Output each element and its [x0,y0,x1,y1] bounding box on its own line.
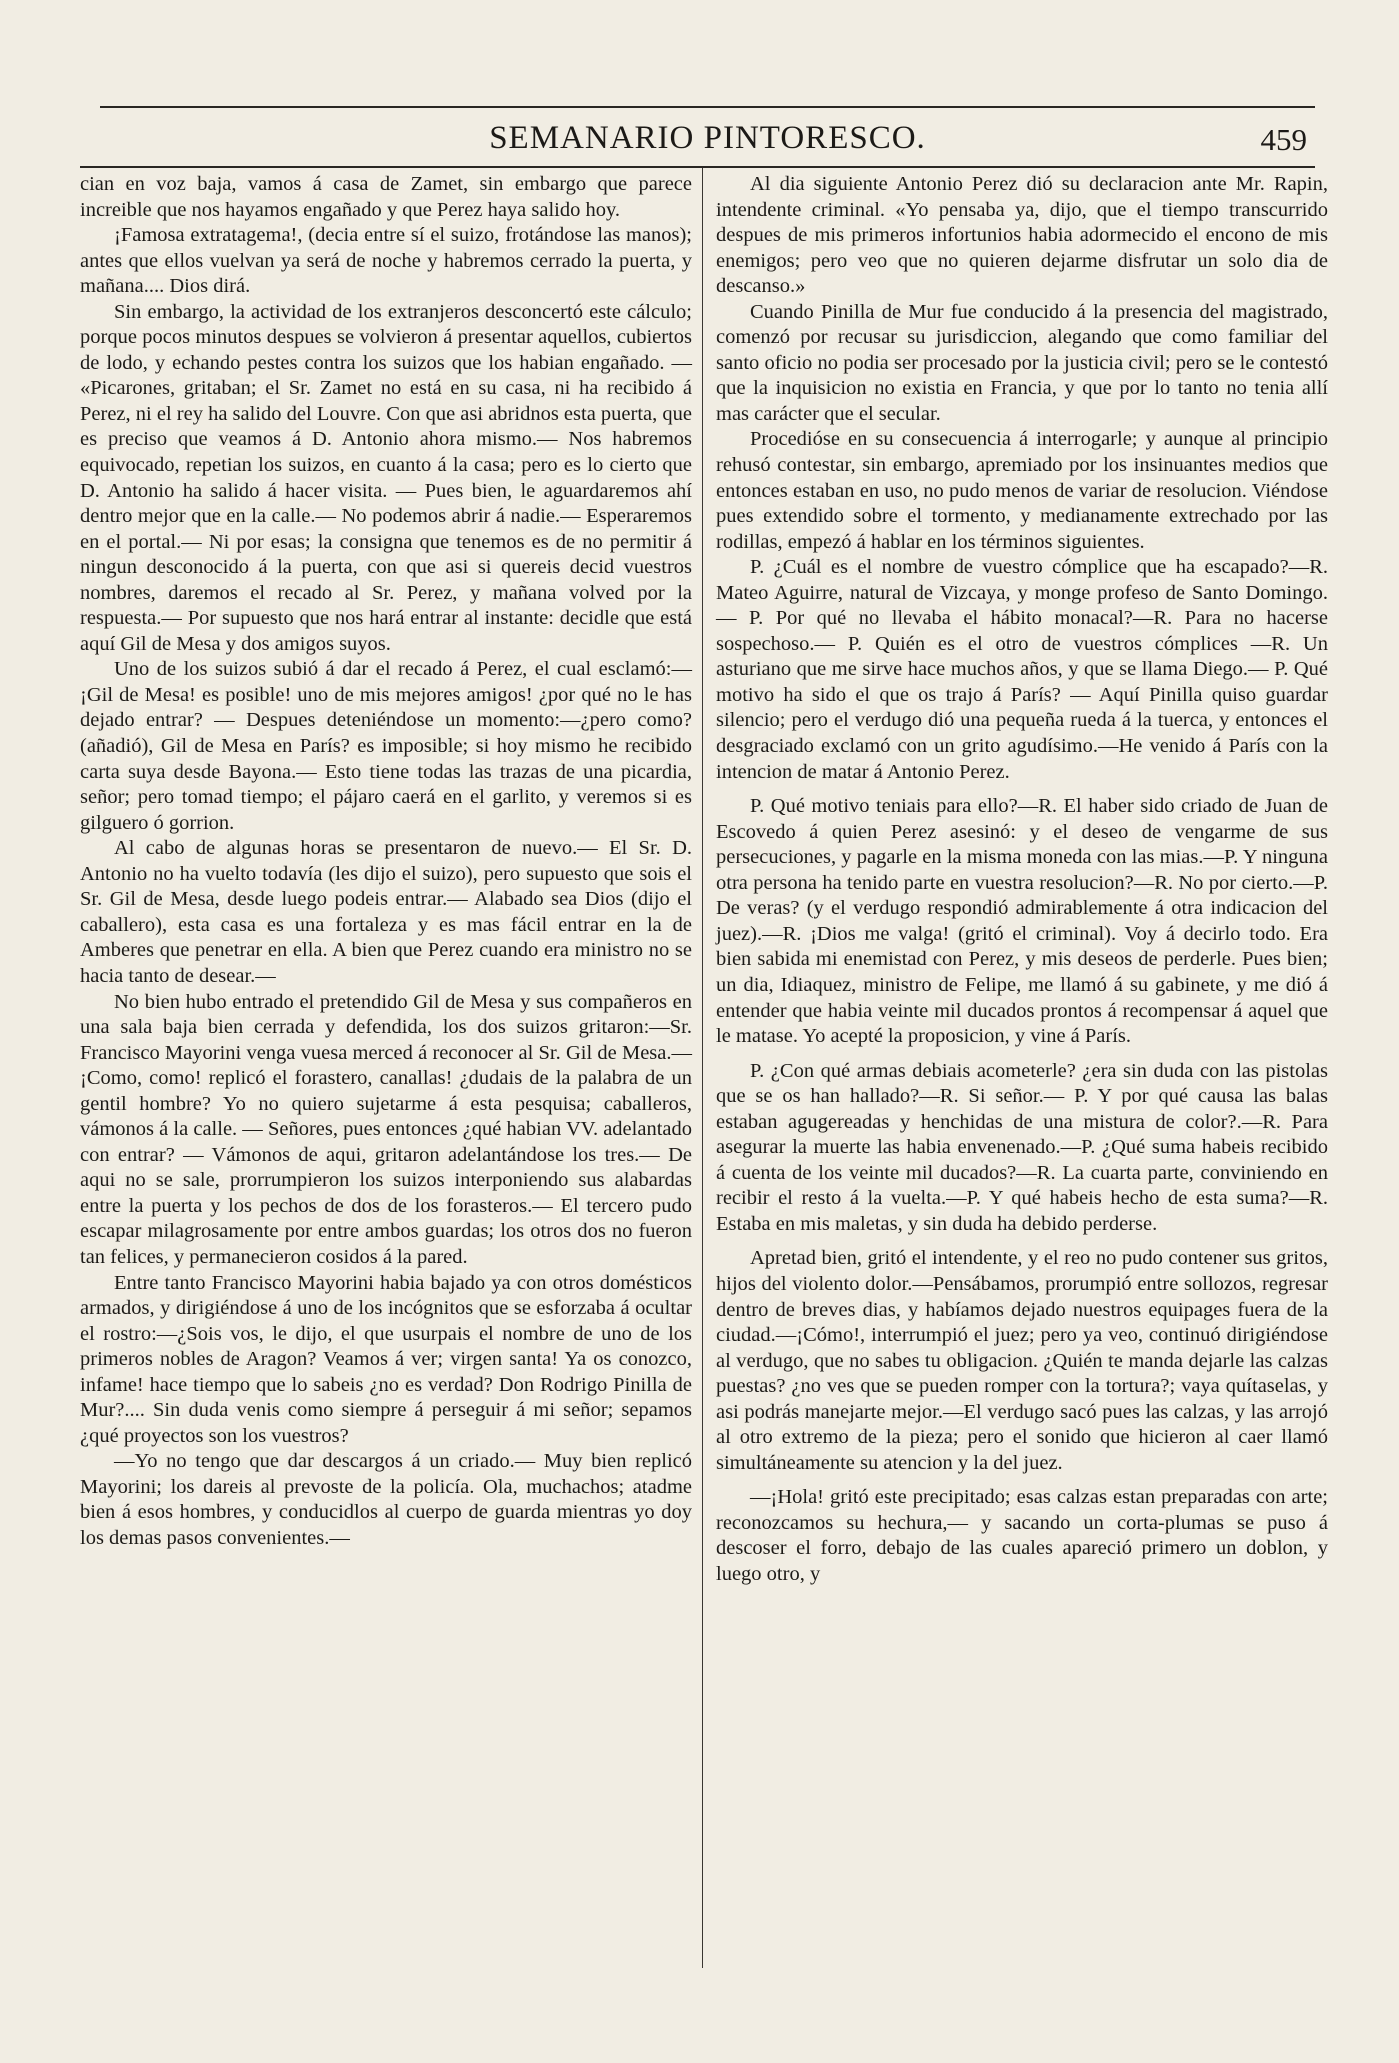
publication-title: SEMANARIO PINTORESCO. [489,120,926,156]
page-header [100,120,1315,164]
column-divider [702,168,703,1968]
paragraph: P. ¿Con qué armas debiais acometerle? ¿era sin duda con las pistolas que se os han hallado?—R. Si señor.— P. Y por qué causa las balas estaban agugereadas y henchidas de una mistura de color?.—R. Para asegurar la muerte las habia envenenado.—P. ¿Qué suma habeis recibido á cuenta de los veinte mil ducados?—R. La cuarta parte, conviniendo en recibir el resto á la vuelta.—P. Y qué habeis hecho de esta suma?—R. Estaba en mis maletas, y sin duda ha debido perderse. [716,1059,1328,1235]
paragraph: Al dia siguiente Antonio Perez dió su declaracion ante Mr. Rapin, intendente criminal. «Yo pensaba ya, dijo, que el tiempo transcurrido despues de mis primeros infortunios habia adormecido el encono de mis enemigos; pero veo que no quieren dejarme disfrutar un solo dia de descanso.» [716,173,1328,298]
paragraph: P. Qué motivo teniais para ello?—R. El haber sido criado de Juan de Escovedo á quien Perez asesinó: y el deseo de vengarme de sus persecuciones, y pagarle en la misma moneda con las mias.—P. Y ninguna otra persona ha tenido parte en vuestra resolucion?—R. No por cierto.—P. De veras? (y el verdugo respondió admirablemente á otra indicacion del juez).—R. ¡Dios me valga! (gritó el criminal). Voy á decirlo todo. Era bien sabida mi enemistad con Perez, y mis deseos de perderle. Pues bien; un dia, Idiaquez, ministro de Felipe, me llamó á su gabinete, y me dió á entender que habia veinte mil ducados prontos á recompensar á aquel que le matase. Yo acepté la proposicion, y vine á París. [716,795,1328,1048]
paragraph: Entre tanto Francisco Mayorini habia bajado ya con otros domésticos armados, y dirigiéndose á uno de los incógnitos que se esforzaba á ocultar el rostro:—¿Sois vos, le dijo, el que usurpais el nombre de uno de los primeros nobles de Aragon? Veamos á ver; virgen santa! Ya os conozco, infame! hace tiempo que lo sabeis ¿no es verdad? Don Rodrigo Pinilla de Mur?.... Sin duda venis como siempre á perseguir á mi señor; sepamos ¿qué proyectos son los vuestros? [80,1271,692,1447]
paragraph: Apretad bien, gritó el intendente, y el reo no pudo contener sus gritos, hijos del violento dolor.—Pensábamos, prorumpió entre sollozos, regresar dentro de breves dias, y habíamos dejado nuestros equipages fuera de la ciudad.—¡Cómo!, interrumpió el juez; pero ya veo, continuó dirigiéndose al verdugo, que no sabes tu obligacion. ¿Quién te manda dejarle las calzas puestas? ¿no ves que se pueden romper con la tortura?; vaya quítaselas, y asi podrás manejarte mejor.—El verdugo sacó pues las calzas, y las arrojó al otro extremo de la pieza; pero el sonido que hicieron al caer llamó simultáneamente su atencion y la del juez. [716,1247,1328,1474]
left-column [80,172,692,1552]
paragraph: Cuando Pinilla de Mur fue conducido á la presencia del magistrado, comenzó por recusar su jurisdiccion, alegando que como familiar del santo oficio no podia ser procesado por la justicia civil; pero se le contestó que la inquisicion no existia en Francia, y que por lo tanto no tenia allí mas carácter que el secular. [716,300,1328,425]
paragraph: P. ¿Cuál es el nombre de vuestro cómplice que ha escapado?—R. Mateo Aguirre, natural de Vizcaya, y monge profeso de Santo Domingo.— P. Por qué no llevaba el hábito monacal?—R. Para no hacerse sospechoso.— P. Quién es el otro de vuestros cómplices —R. Un asturiano que me sirve hace muchos años, y que se llama Diego.— P. Qué motivo ha sido el que os trajo á París? — Aquí Pinilla quiso guardar silencio; pero el verdugo dió una pequeña rueda á la tuerca, y entonces el desgraciado exclamó con un grito agudísimo.—He venido á París con la intencion de matar á Antonio Perez. [716,556,1328,783]
header-rule [80,166,1315,168]
paragraph: Al cabo de algunas horas se presentaron de nuevo.— El Sr. D. Antonio no ha vuelto todavía (les dijo el suizo), pero supuesto que sois el Sr. Gil de Mesa, desde luego podeis entrar.— Alabado sea Dios (dijo el caballero), esta casa es una fortaleza y es mas fácil entrar en la de Amberes que penetrar en ella. A bien que Perez cuando era ministro no se hacia tanto de desear.— [80,837,692,987]
paragraph: Uno de los suizos subió á dar el recado á Perez, el cual esclamó:—¡Gil de Mesa! es posible! uno de mis mejores amigos! ¿por qué no le has dejado entrar? — Despues deteniéndose un momento:—¿pero como? (añadió), Gil de Mesa en París? es imposible; si hoy mismo he recibido carta suya desde Bayona.— Esto tiene todas las trazas de una picardia, señor; pero tomad tiempo; el pájaro caerá en el garlito, y veremos si es gilguero ó gorrion. [80,658,692,834]
paragraph: No bien hubo entrado el pretendido Gil de Mesa y sus compañeros en una sala baja bien cerrada y defendida, los dos suizos gritaron:—Sr. Francisco Mayorini venga vuesa merced á reconocer al Sr. Gil de Mesa.— ¡Como, como! replicó el forastero, canallas! ¿dudais de la palabra de un gentil hombre? Yo no quiero sujetarme á esta pesquisa; caballeros, vámonos á la calle. — Señores, pues entonces ¿qué habian VV. adelantado con entrar? — Vámonos de aqui, gritaron adelantándose los tres.— De aqui no se sale, prorrumpieron los suizos interponiendo sus alabardas entre la puerta y los pechos de dos de los forasteros.— El tercero pudo escapar milagrosamente por entre ambos guardas; los otros dos no fueron tan felices, y permanecieron cosidos á la pared. [80,990,692,1268]
paragraph: Procedióse en su consecuencia á interrogarle; y aunque al principio rehusó contestar, sin embargo, apremiado por los insinuantes medios que entonces estaban en uso, no pudo menos de variar de resolucion. Viéndose pues extendido sobre el tormento, y medianamente extrechado por las rodillas, empezó á hablar en los términos siguientes. [716,428,1328,553]
paragraph: cian en voz baja, vamos á casa de Zamet, sin embargo que parece increible que nos hayamos engañado y que Perez haya salido hoy. [80,173,692,221]
paragraph: Sin embargo, la actividad de los extranjeros desconcertó este cálculo; porque pocos minutos despues se volvieron á presentar aquellos, cubiertos de lodo, y echando pestes contra los suizos que los habian engañado. — «Picarones, gritaban; el Sr. Zamet no está en su casa, ni ha recibido á Perez, ni el rey ha salido del Louvre. Con que asi abridnos esta puerta, que es preciso que veamos á D. Antonio ahora mismo.— Nos habremos equivocado, repetian los suizos, en cuanto á la casa; pero es lo cierto que D. Antonio ha salido á hacer visita. — Pues bien, le aguardaremos ahí dentro mejor que en la calle.— No podemos abrir á nadie.— Esperaremos en el portal.— Ni por esas; la consigna que tenemos es de no permitir á ningun desconocido á la puerta, con que asi si quereis decid vuestros nombres, daremos el recado al Sr. Perez, y mañana volved por la respuesta.— Por supuesto que nos hará entrar al instante: decidle que está aquí Gil de Mesa y dos amigos suyos. [80,300,692,655]
right-column [716,172,1328,1588]
paragraph: ¡Famosa extratagema!, (decia entre sí el suizo, frotándose las manos); antes que ellos vuelvan ya será de noche y habremos cerrado la puerta, y mañana.... Dios dirá. [80,224,692,298]
paragraph: —Yo no tengo que dar descargos á un criado.— Muy bien replicó Mayorini; los dareis al prevoste de la policía. Ola, muchachos; atadme bien á esos hombres, y conducidlos al cuerpo de guarda mientras yo doy los demas pasos convenientes.— [80,1450,692,1549]
top-rule [100,106,1315,108]
page-number: 459 [1260,122,1307,157]
paragraph: —¡Hola! gritó este precipitado; esas calzas estan preparadas con arte; reconozcamos su hechura,— y sacando un corta-plumas se puso á descoser el forro, debajo de las cuales apareció primero un doblon, y luego otro, y [716,1486,1328,1585]
